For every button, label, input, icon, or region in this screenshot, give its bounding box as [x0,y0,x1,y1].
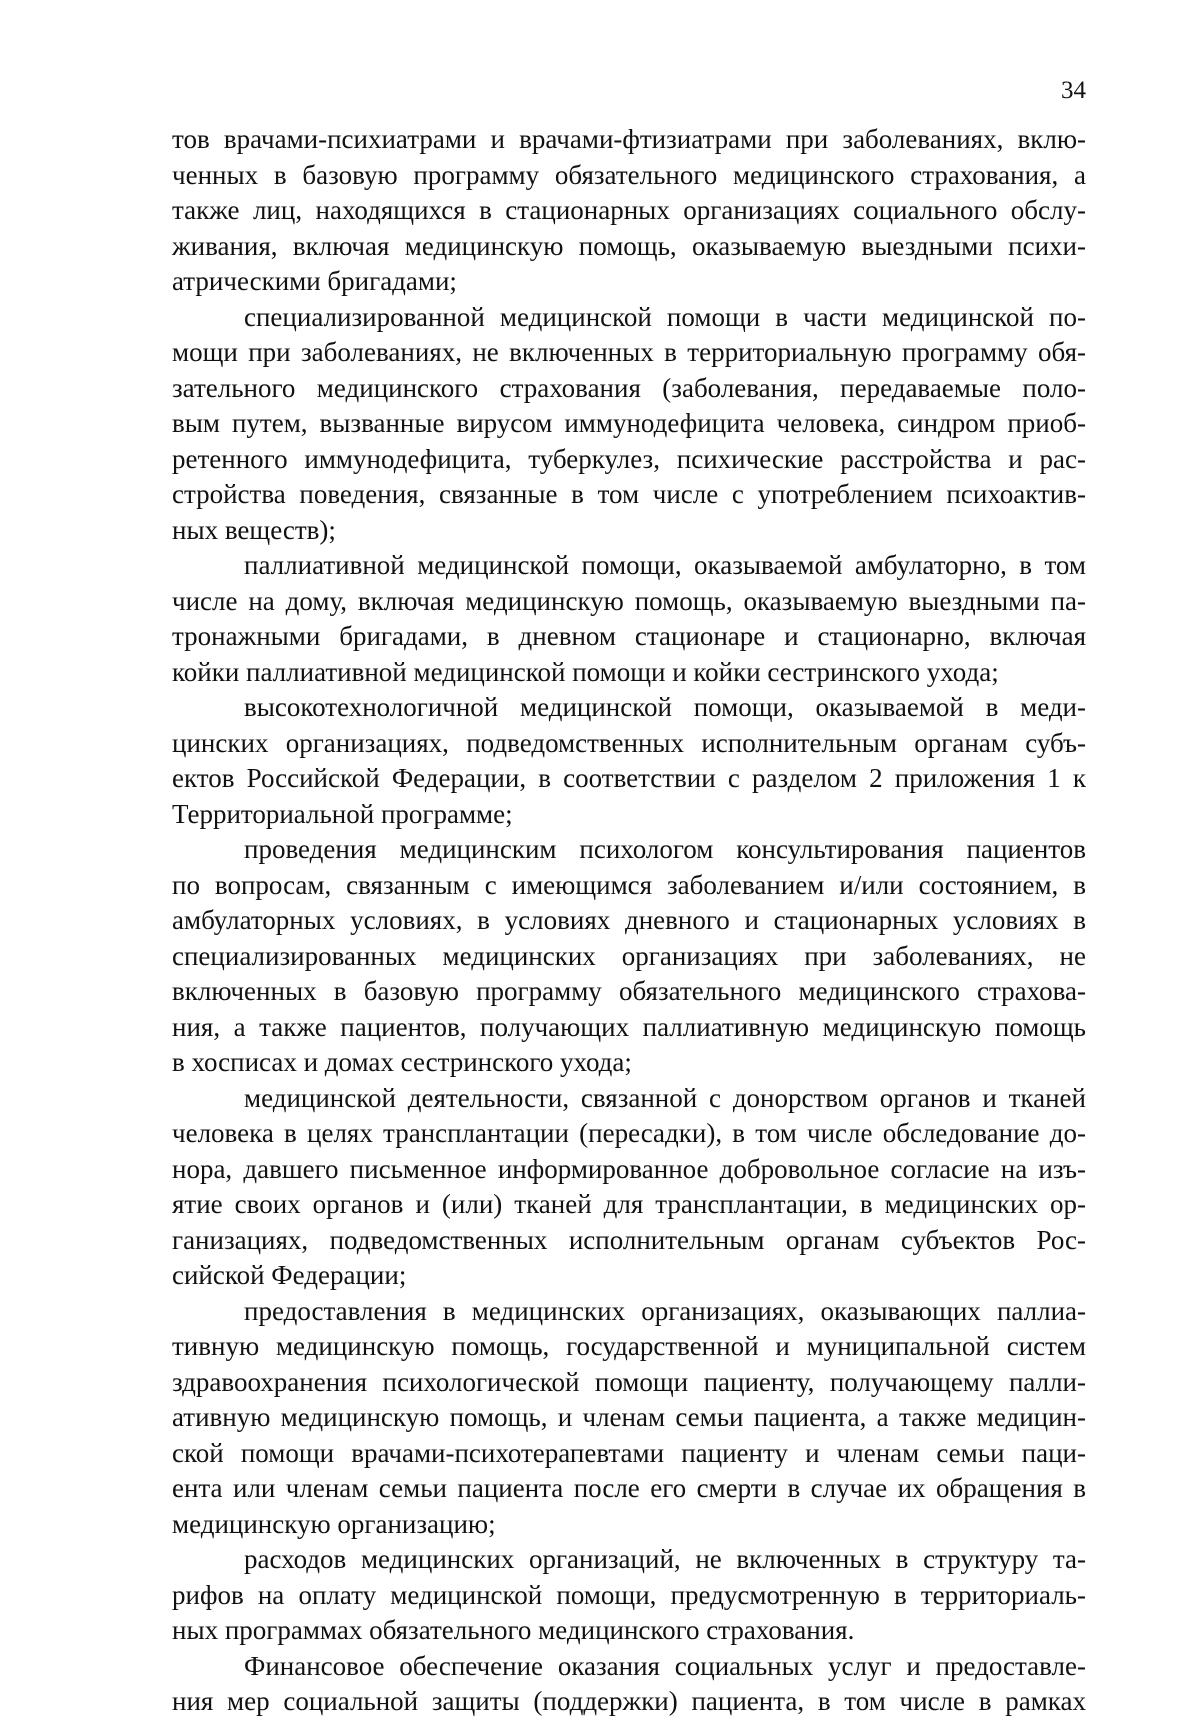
text-line: атрическими бригадами; [172,266,457,296]
text-line: специализированных медицинских организациях при заболеваниях, не [172,940,1086,971]
text-line: ния мер социальной защиты (поддержки) пациента, в том числе в рамках [172,1686,1086,1716]
text-line: высокотехнологичной медицинской помощи, оказываемой в меди- [244,692,1086,722]
text-line: Финансовое обеспечение оказания социальных услуг и предоставле- [244,1650,1086,1681]
text-line: ской помощи врачами-психотерапевтами пациенту и членам семьи паци- [172,1437,1086,1468]
text-line: проведения медицинским психологом консультирования пациентов [244,834,1086,864]
paragraph [172,832,1086,1081]
page-number: 34 [1061,77,1086,104]
text-line: ченных в базовую программу обязательного медицинского страхования, а [172,159,1086,190]
text-line: ента или членам семьи пациента после его смерти в случае их обращения в [172,1473,1086,1503]
paragraph [172,1542,1086,1649]
text-line: ганизациях, подведомственных исполнительным органам субъектов Рос- [172,1224,1086,1255]
text-line: зательного медицинского страхования (заболевания, передаваемые поло- [172,372,1086,403]
text-line: медицинской деятельности, связанной с донорством органов и тканей [244,1082,1086,1113]
paragraph [172,300,1086,549]
text-line: ретенного иммунодефицита, туберкулез, психические расстройства и рас- [172,443,1086,474]
text-line: в хосписах и домах сестринского ухода; [172,1047,632,1077]
text-line: ативную медицинскую помощь, и членам семьи пациента, а также медицин- [172,1402,1086,1432]
paragraph [172,1081,1086,1294]
text-line: специализированной медицинской помощи в части медицинской по- [244,301,1086,332]
text-line: включенных в базовую программу обязательного медицинского страхова- [172,976,1086,1006]
text-line: по вопросам, связанным с имеющимся заболеванием и/или состоянием, в [172,869,1086,900]
paragraph [172,548,1086,690]
text-line: рифов на оплату медицинской помощи, предусмотренную в территориаль- [172,1579,1086,1610]
paragraph [172,690,1086,832]
paragraph [172,122,1086,300]
text-line: тронажными бригадами, в дневном стационаре и стационарно, включая [172,621,1086,651]
paragraph [172,1649,1086,1720]
text-line: мощи при заболеваниях, не включенных в территориальную программу обя- [172,337,1086,367]
text-line: ектов Российской Федерации, в соответствии с разделом 2 приложения 1 к [172,763,1086,793]
text-line: ния, а также пациентов, получающих паллиативную медицинскую помощь [172,1011,1086,1042]
text-line: вым путем, вызванные вирусом иммунодефицита человека, синдром приоб- [172,408,1086,438]
document-body [172,122,1086,1720]
text-line: ных программах обязательного медицинского страхования. [172,1615,855,1645]
text-line: тов врачами-психиатрами и врачами-фтизиатрами при заболеваниях, вклю- [172,124,1086,154]
text-line: ных веществ); [172,514,336,545]
text-line: также лиц, находящихся в стационарных организациях социального обслу- [172,195,1086,225]
text-line: предоставления в медицинских организациях, оказывающих паллиа- [244,1295,1086,1326]
text-line: цинских организациях, подведомственных исполнительным органам субъ- [172,727,1086,758]
text-line: числе на дому, включая медицинскую помощь, оказываемую выездными па- [172,585,1086,616]
text-line: здравоохранения психологической помощи пациенту, получающему палли- [172,1366,1086,1397]
text-line: живания, включая медицинскую помощь, оказываемую выездными психи- [172,230,1086,261]
text-line: паллиативной медицинской помощи, оказываемой амбулаторно, в том [244,550,1086,580]
text-line: тивную медицинскую помощь, государственной и муниципальной систем [172,1331,1086,1361]
text-line: медицинскую организацию; [172,1508,496,1539]
text-line: стройства поведения, связанные в том числе с употреблением психоактив- [172,479,1086,509]
text-line: койки паллиативной медицинской помощи и койки сестринского ухода; [172,656,999,687]
text-line: амбулаторных условиях, в условиях дневного и стационарных условиях в [172,905,1086,935]
text-line: человека в целях трансплантации (пересадки), в том числе обследование до- [172,1118,1086,1148]
text-line: ятие своих органов и (или) тканей для трансплантации, в медицинских ор- [172,1189,1086,1219]
text-line: Территориальной программе; [172,798,513,829]
text-line: нора, давшего письменное информированное добровольное согласие на изъ- [172,1153,1086,1184]
text-line: сийской Федерации; [172,1260,407,1290]
paragraph [172,1294,1086,1543]
text-line: расходов медицинских организаций, не включенных в структуру та- [244,1544,1086,1574]
